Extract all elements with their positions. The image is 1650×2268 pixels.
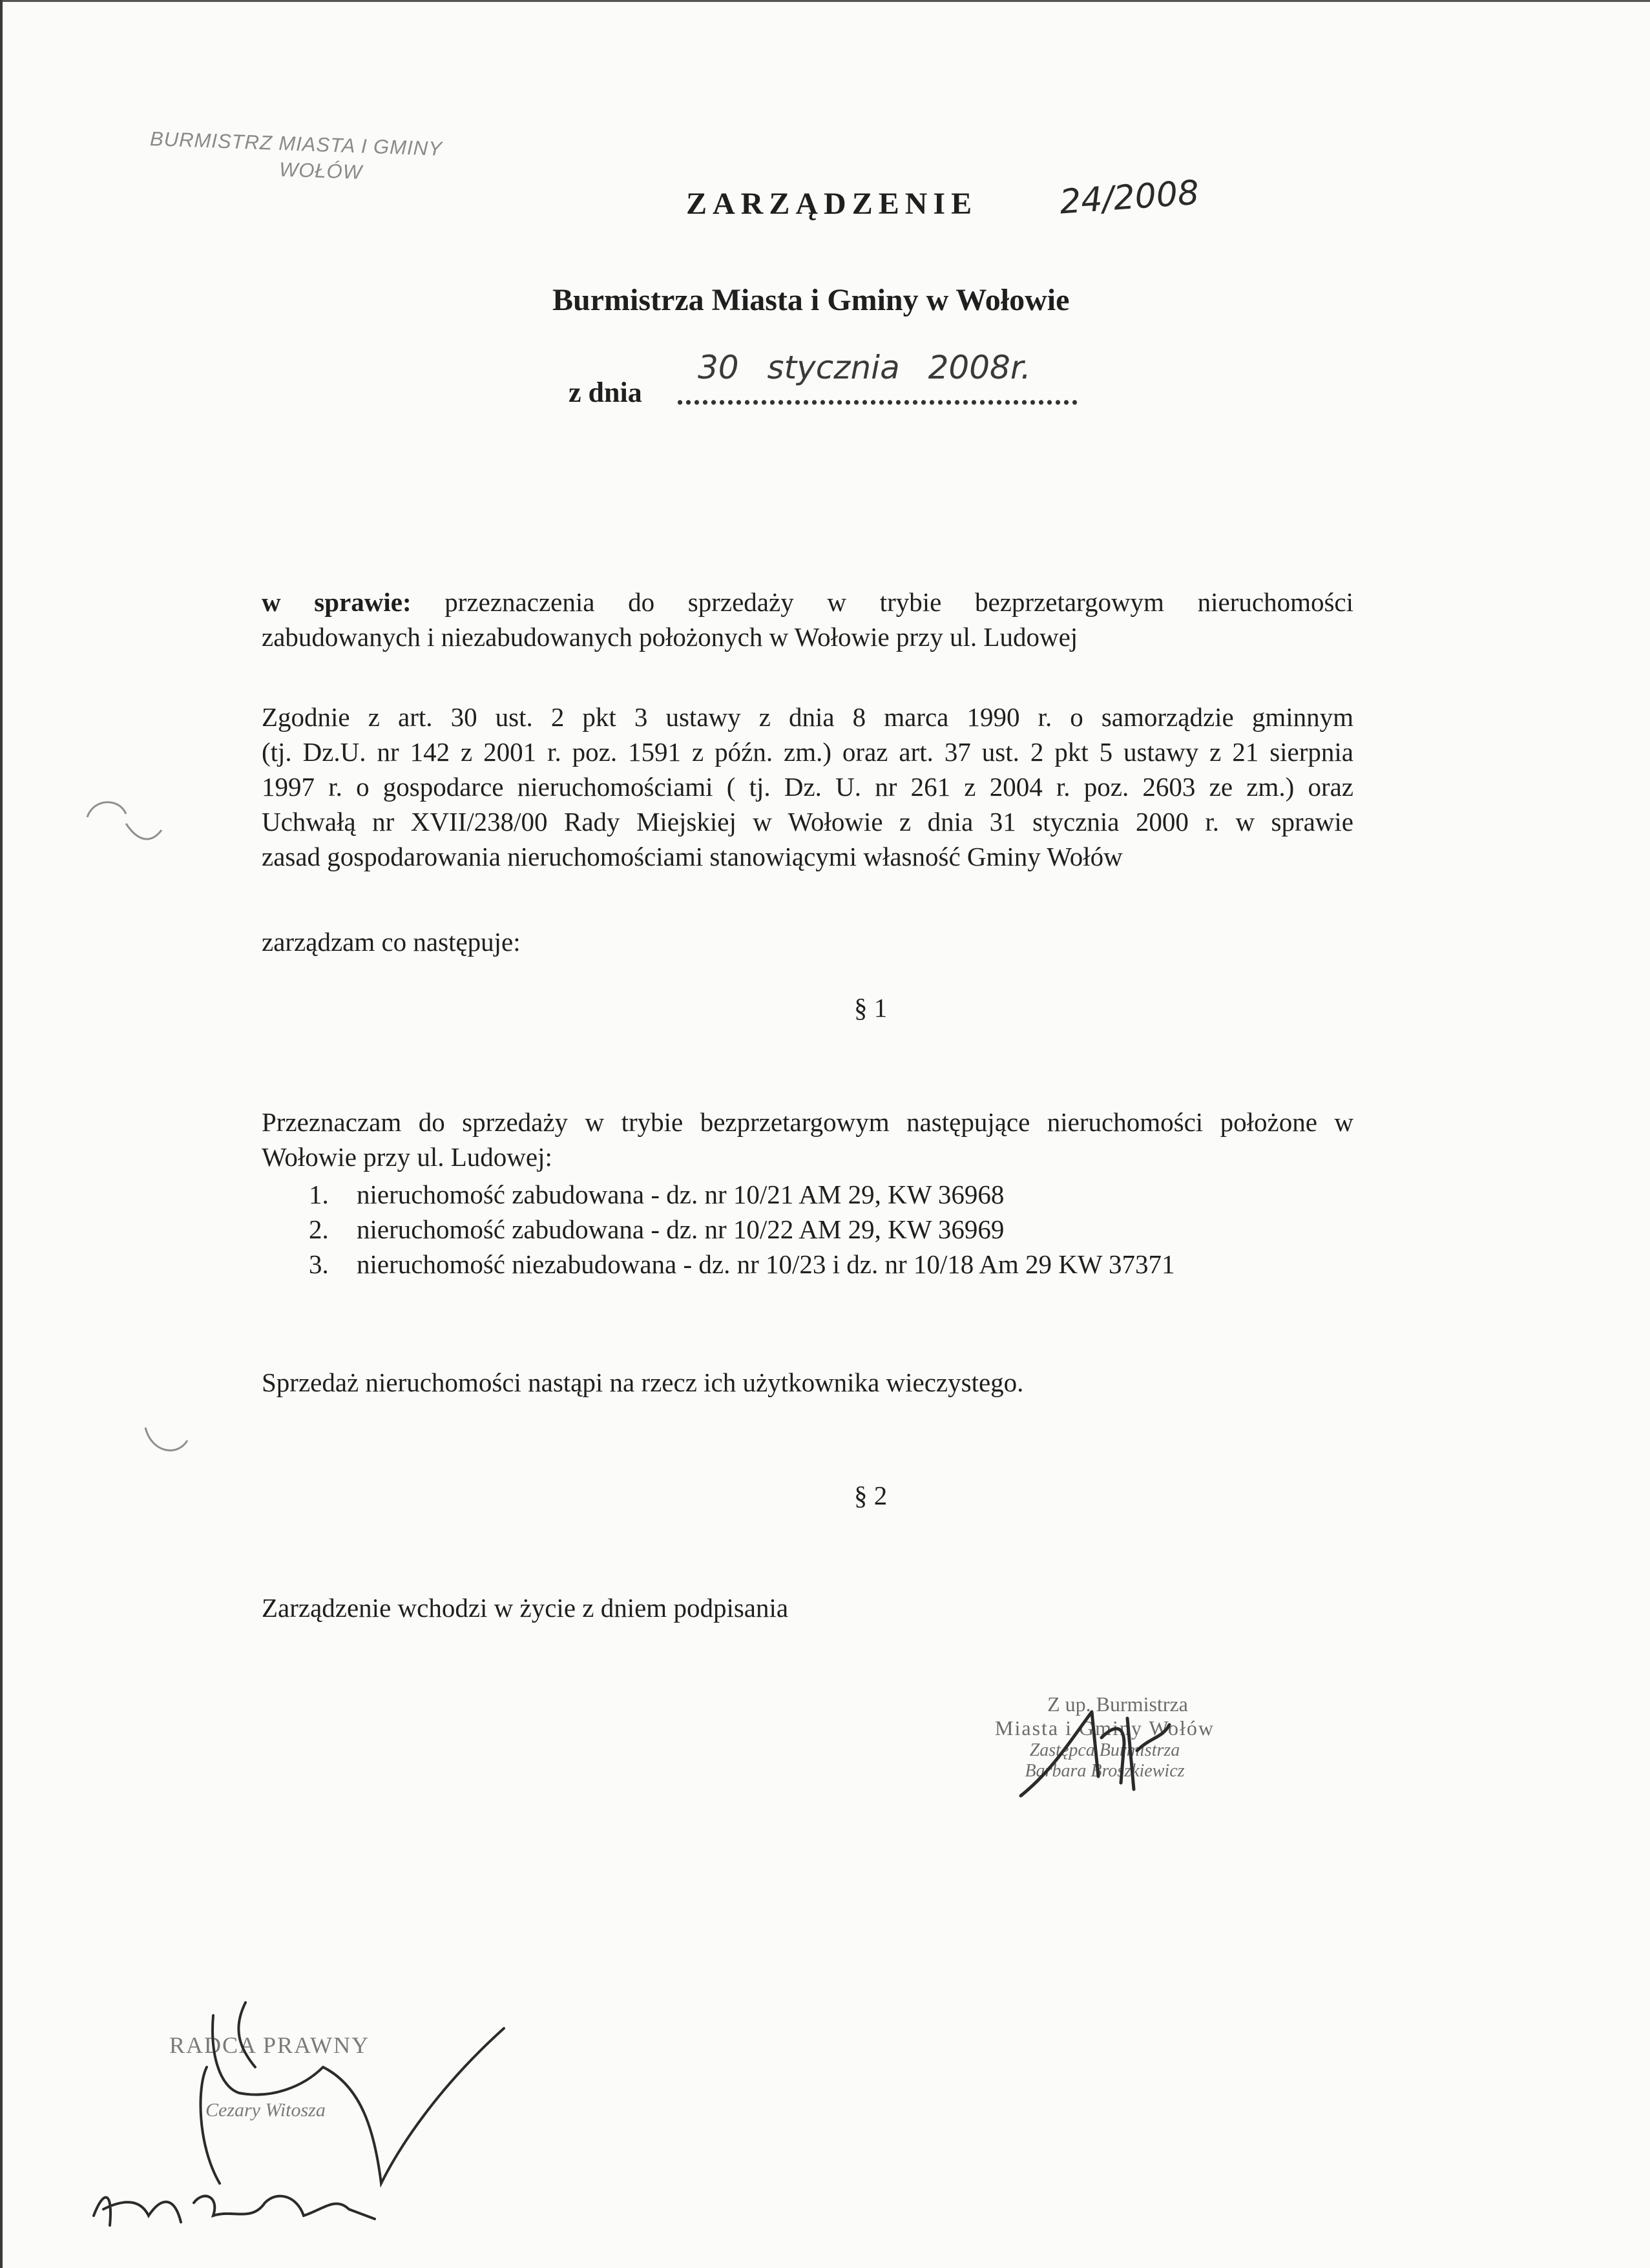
property-intro [262, 1105, 1353, 1174]
property-intro-line2: Wołowie przy ul. Ludowej: [262, 1142, 552, 1172]
signature-stamp-line3: Zastępca Burmistrza [1029, 1740, 1180, 1760]
in-matter-line1 [262, 585, 1353, 619]
legal-basis-line2: (tj. Dz.U. nr 142 z 2001 r. poz. 1591 z późn. zm.) oraz art. 37 ust. 2 pkt 5 ustawy z 21 sierpnia [262, 737, 1353, 767]
paragraph-1-symbol: § 1 [854, 993, 888, 1023]
legal-basis-section [262, 700, 1353, 874]
list-item [309, 1247, 1175, 1282]
handwritten-date: 30 stycznia 2008r. [698, 349, 1031, 386]
office-stamp [149, 127, 443, 184]
list-item-text: nieruchomość zabudowana - dz. nr 10/22 AM 29, KW 36969 [357, 1214, 1005, 1244]
order-intro: zarządzam co następuje: [262, 927, 521, 957]
list-item-number: 1. [309, 1180, 329, 1209]
property-list [309, 1177, 1175, 1282]
effective-clause: Zarządzenie wchodzi w życie z dniem podpisania [262, 1593, 789, 1623]
date-dotted-line: ................................................ [676, 379, 1080, 411]
handwritten-signature-deputy [995, 1699, 1227, 1809]
list-item-number: 2. [309, 1214, 329, 1244]
handwritten-number: 24/2008 [1058, 173, 1200, 222]
sale-note: Sprzedaż nieruchomości nastąpi na rzecz ich użytkownika wieczystego. [262, 1368, 1024, 1397]
legal-advisor-name: Cezary Witosza [205, 2099, 326, 2121]
in-matter-section [262, 585, 1353, 654]
legal-basis-line4: Uchwałą nr XVII/238/00 Rady Miejskiej w Wołowie z dnia 31 stycznia 2000 r. w sprawie [262, 807, 1353, 837]
list-item-text: nieruchomość niezabudowana - dz. nr 10/23 i dz. nr 10/18 Am 29 KW 37371 [357, 1249, 1175, 1279]
office-stamp-line2: WOŁÓW [278, 158, 363, 184]
signature-stamp-line2: Miasta i Gminy Wołów [995, 1716, 1215, 1740]
scan-artifact-mark [81, 785, 165, 856]
date-label: z dnia [569, 377, 642, 408]
signature-stamp-line4: Barbara Broszkiewicz [1025, 1761, 1185, 1781]
legal-advisor-stamp: RADCA PRAWNY [169, 2032, 370, 2058]
scan-left-edge [0, 0, 3, 2268]
issuer-subtitle: Burmistrza Miasta i Gminy w Wołowie [552, 283, 1070, 317]
scan-artifact-mark [142, 1421, 194, 1460]
document-title: ZARZĄDZENIE [686, 187, 978, 221]
property-intro-line1: Przeznaczam do sprzedaży w trybie bezprzetargowym następujące nieruchomości położone w [262, 1107, 1353, 1137]
legal-basis-line5: zasad gospodarowania nieruchomościami stanowiącymi własność Gminy Wołów [262, 842, 1123, 871]
legal-basis-line3: 1997 r. o gospodarce nieruchomościami ( tj. Dz. U. nr 261 z 2004 r. poz. 2603 ze zm.) oraz [262, 772, 1353, 802]
scan-top-edge [0, 0, 1650, 2]
handwritten-initials [90, 2170, 388, 2248]
list-item [309, 1212, 1175, 1247]
list-item-number: 3. [309, 1249, 329, 1279]
office-stamp-line1: BURMISTRZ MIASTA I GMINY [149, 127, 443, 160]
list-item [309, 1177, 1175, 1212]
signature-stamp-line1: Z up. Burmistrza [1047, 1692, 1188, 1716]
paragraph-2-symbol: § 2 [854, 1481, 888, 1510]
in-matter-line2: zabudowanych i niezabudowanych położonych w Wołowie przy ul. Ludowej [262, 622, 1078, 652]
legal-basis-line1: Zgodnie z art. 30 ust. 2 pkt 3 ustawy z dnia 8 marca 1990 r. o samorządzie gminnym [262, 702, 1353, 732]
in-matter-line1-text: przeznaczenia do sprzedaży w trybie bezprzetargowym nieruchomości [444, 587, 1353, 617]
list-item-text: nieruchomość zabudowana - dz. nr 10/21 AM 29, KW 36968 [357, 1180, 1005, 1209]
in-matter-label: w sprawie: [262, 587, 412, 617]
